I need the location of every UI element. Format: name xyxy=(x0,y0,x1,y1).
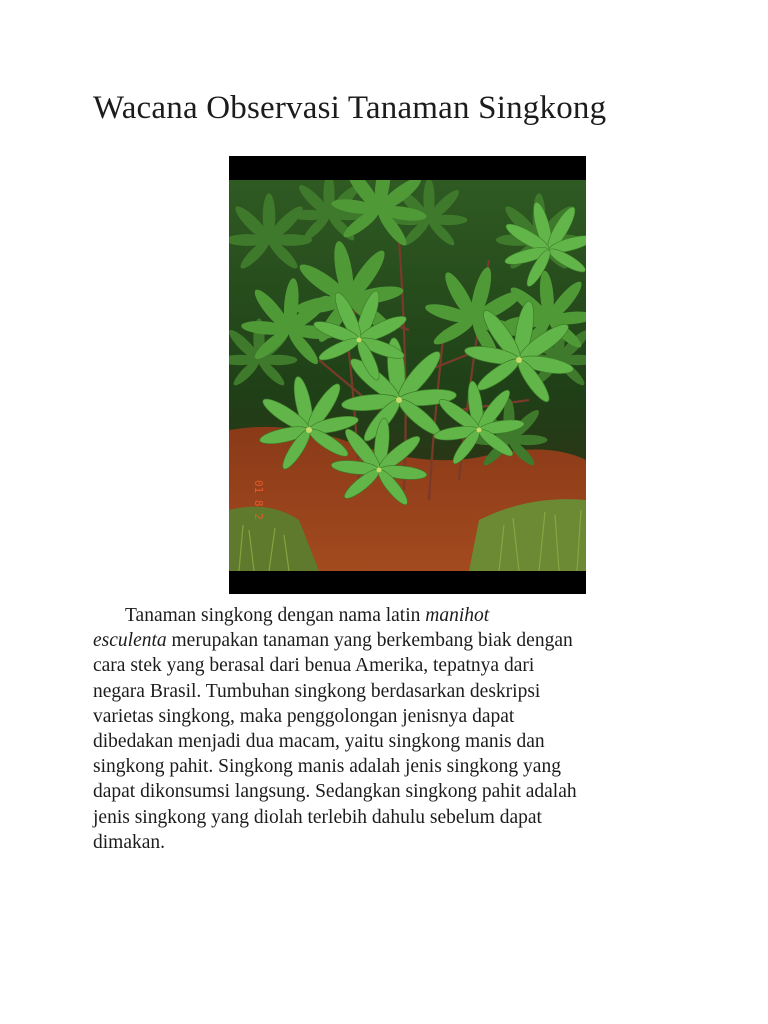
paragraph-line: dibedakan menjadi dua macam, yaitu singkong manis dan xyxy=(93,731,545,753)
paragraph-line: cara stek yang berasal dari benua Amerika, tepatnya dari xyxy=(93,655,535,677)
paragraph-line: negara Brasil. Tumbuhan singkong berdasarkan deskripsi xyxy=(93,680,541,702)
text-run: Tanaman singkong dengan nama latin xyxy=(125,605,426,626)
photo-date-stamp: 01 8 2 xyxy=(252,480,265,520)
latin-name-part: esculenta xyxy=(93,630,167,652)
cassava-plant-illustration xyxy=(229,180,586,571)
text-run: merupakan tanaman yang berkembang biak dengan xyxy=(166,630,573,652)
paragraph-line: dapat dikonsumsi langsung. Sedangkan singkong pahit adalah xyxy=(93,781,577,803)
body-paragraph xyxy=(93,603,693,855)
cassava-plant-photo xyxy=(229,156,586,594)
latin-name-part: manihot xyxy=(425,605,490,626)
paragraph-line: jenis singkong yang diolah terlebih dahulu sebelum dapat xyxy=(93,806,542,828)
paragraph-line: varietas singkong, maka penggolongan jenisnya dapat xyxy=(93,705,515,727)
paragraph-line: singkong pahit. Singkong manis adalah jenis singkong yang xyxy=(93,756,561,778)
document-title: Wacana Observasi Tanaman Singkong xyxy=(93,90,607,126)
paragraph-line xyxy=(93,628,693,653)
paragraph-line xyxy=(93,603,693,628)
paragraph-line: dimakan. xyxy=(93,831,166,853)
